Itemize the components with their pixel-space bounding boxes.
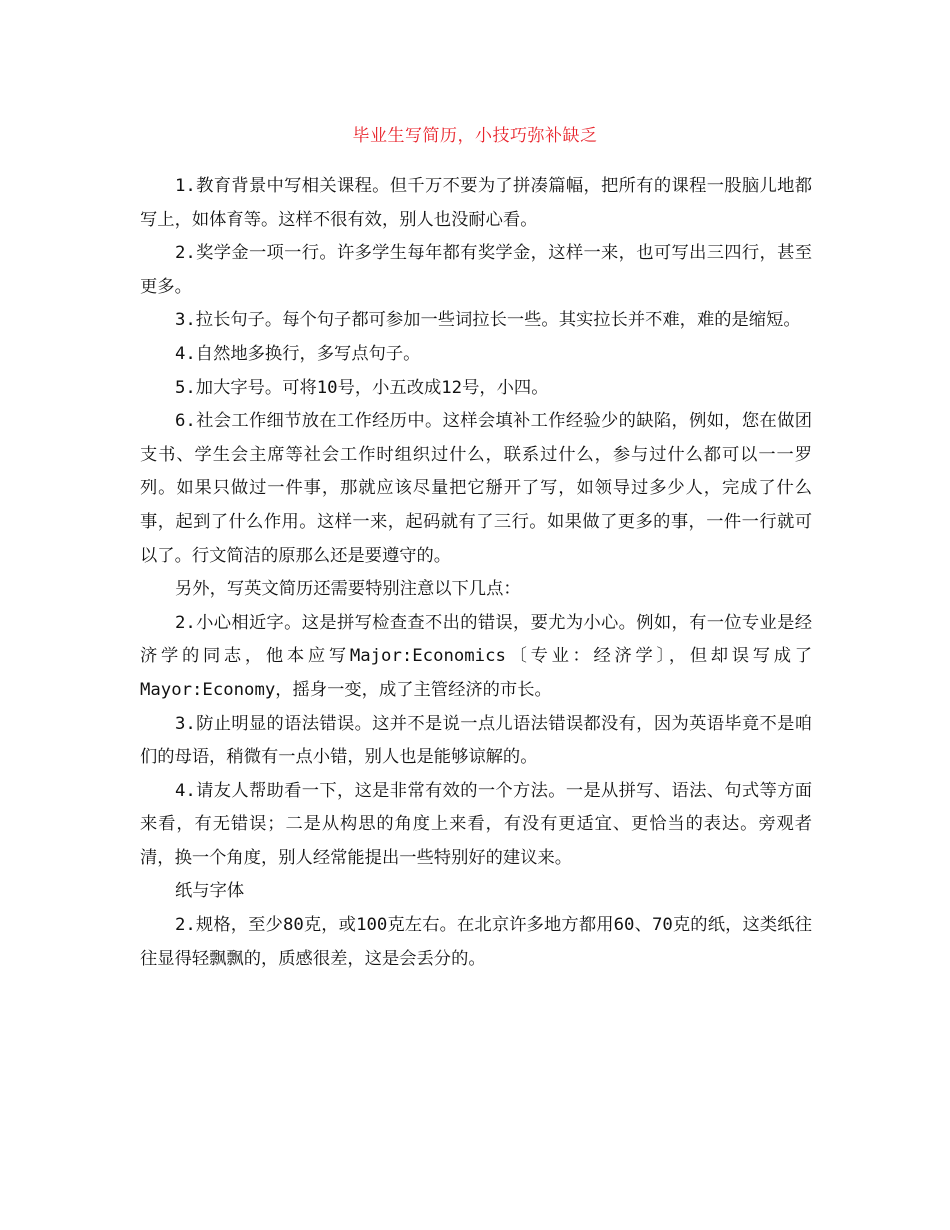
paragraph-font-size: 5.加大字号。可将10号，小五改成12号，小四。 [175, 377, 549, 398]
paragraph-similar-words: 2.小心相近字。这是拼写检查查不出的错误，要尤为小心。例如，有一位专业是经济学的同志，他本应写Major:Economics〔专业：经济学〕，但却误写成了Mayor:Economy，摇身一变，成了主管经济的市长。 [140, 612, 812, 700]
paragraph-social-work: 6.社会工作细节放在工作经历中。这样会填补工作经验少的缺陷，例如，您在做团支书、学生会主席等社会工作时组织过什么，联系过什么，参与过什么都可以一一罗列。如果只做过一件事，那就应该尽量把它掰开了写，如领导过多少人，完成了什么事，起到了什么作用。这样一来，起码就有了三行。如果做了更多的事，一件一行就可以了。行文简洁的原那么还是要遵守的。 [140, 411, 812, 566]
paragraph-scholarship: 2.奖学金一项一行。许多学生每年都有奖学金，这样一来，也可写出三四行，甚至更多。 [140, 243, 812, 297]
document-title: 毕业生写简历，小技巧弥补缺乏 [352, 126, 598, 146]
paragraph-line-breaks: 4.自然地多换行，多写点句子。 [175, 343, 421, 364]
paragraph-lengthen-sentences: 3.拉长句子。每个句子都可参加一些词拉长一些。其实拉长并不难，难的是缩短。 [175, 310, 801, 331]
section-heading-paper-font: 纸与字体 [175, 881, 245, 902]
document-body [140, 170, 812, 976]
paragraph-grammar: 3.防止明显的语法错误。这并不是说一点儿语法错误都没有，因为英语毕竟不是咱们的母语，稍微有一点小错，别人也是能够谅解的。 [140, 713, 812, 768]
paragraph-paper-spec: 2.规格，至少80克，或100克左右。在北京许多地方都用60、70克的纸，这类纸往往显得轻飘飘的，质感很差，这是会丢分的。 [140, 915, 812, 969]
paragraph-proofreading: 4.请友人帮助看一下，这是非常有效的一个方法。一是从拼写、语法、句式等方面来看，有无错误；二是从构思的角度上来看，有没有更适宜、更恰当的表达。旁观者清，换一个角度，别人经常能提出一些特别好的建议来。 [140, 780, 812, 868]
paragraph-course: 1.教育背景中写相关课程。但千万不要为了拼凑篇幅，把所有的课程一股脑儿地都写上，如体育等。这样不很有效，别人也没耐心看。 [140, 176, 812, 230]
paragraph-english-intro: 另外，写英文简历还需要特别注意以下几点： [175, 579, 521, 600]
